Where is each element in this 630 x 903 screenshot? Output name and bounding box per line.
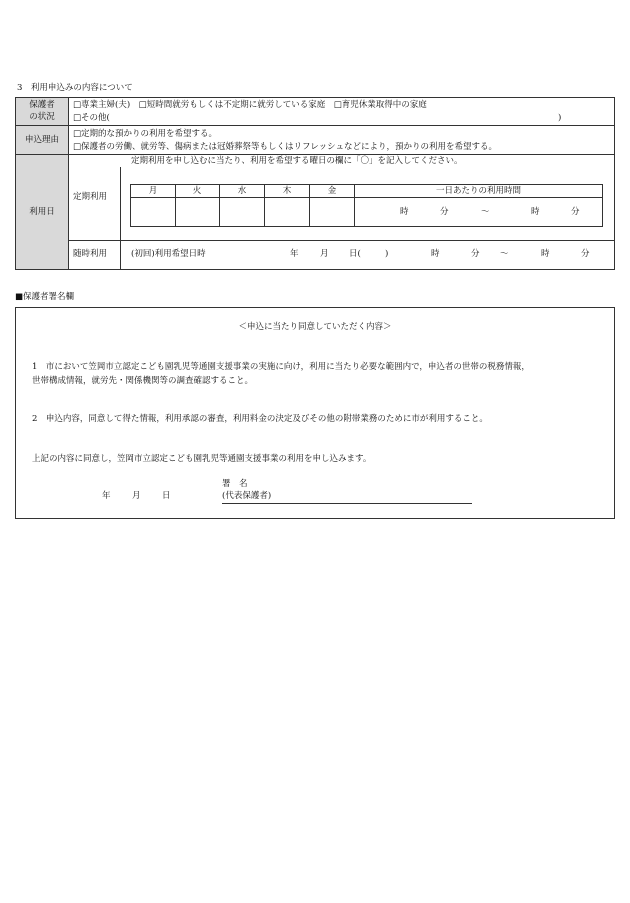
row-divider — [15, 154, 615, 155]
box-left-border — [15, 307, 16, 519]
hours-per-day-header: 一日あたりの利用時間 — [435, 186, 521, 196]
usage-day-instruction: 定期利用を申し込むに当たり、利用を希望する曜日の欄に「〇」を記入してください。 — [131, 156, 463, 166]
time-range-tilde: ～ — [481, 207, 490, 217]
start-hour-unit: 時 — [400, 207, 409, 217]
adhoc-start-minute-unit: 分 — [471, 249, 480, 259]
sign-day-unit: 日 — [162, 491, 171, 501]
weekday-header-tue: 火 — [192, 186, 202, 196]
adhoc-start-hour-unit: 時 — [431, 249, 440, 259]
grid-line — [602, 184, 603, 227]
adhoc-use-label: 随時利用 — [73, 249, 108, 259]
adhoc-year-unit: 年 — [290, 249, 299, 259]
row-divider — [68, 240, 615, 241]
table-right-border — [614, 97, 615, 270]
weekday-cell-fri[interactable] — [310, 198, 354, 226]
guardian-status-label-2: の状況 — [29, 112, 55, 122]
consent-item-1-line-1: 1 市において笠岡市立認定こども園乳児等通園支援事業の実施に向け，利用に当たり必要な範囲内で，申込者の世帯の税務情報， — [32, 362, 530, 372]
signature-line[interactable] — [222, 503, 472, 504]
reason-option-regular[interactable]: □定期的な預かりの利用を希望する。 — [73, 129, 218, 139]
table-bottom-border — [15, 269, 615, 270]
signature-label: 署 名 — [222, 479, 248, 489]
label-column-divider — [68, 97, 69, 270]
representative-guardian-label: (代表保護者) — [222, 491, 272, 501]
guardian-status-other-option[interactable]: □その他( — [73, 113, 110, 123]
box-top-border — [15, 307, 615, 308]
box-right-border — [614, 307, 615, 519]
adhoc-weekday-close: ) — [385, 249, 389, 259]
adhoc-month-unit: 月 — [320, 249, 329, 259]
weekday-cell-tue[interactable] — [176, 198, 219, 226]
consent-title: ＜申込に当たり同意していただく内容＞ — [238, 322, 392, 332]
row-divider — [15, 125, 615, 126]
consent-item-2: 2 申込内容，同意して得た情報，利用承認の審査，利用料金の決定及びその他の附帯業務のために市が利用すること。 — [32, 414, 488, 424]
weekday-header-mon: 月 — [148, 186, 158, 196]
guardian-status-options[interactable]: □専業主婦(夫) □短時間就労もしくは不定期に就労している家庭 □育児休業取得中の家庭 — [73, 100, 427, 110]
grid-line — [130, 226, 603, 227]
weekday-cell-wed[interactable] — [220, 198, 264, 226]
weekday-cell-thu[interactable] — [265, 198, 309, 226]
sign-month-unit: 月 — [132, 491, 141, 501]
reason-option-temporary[interactable]: □保護者の労働、就労等、傷病または冠婚葬祭等もしくはリフレッシュなどにより，預かりの利用を希望する。 — [73, 142, 497, 152]
adhoc-end-hour-unit: 時 — [541, 249, 550, 259]
regular-use-label: 定期利用 — [73, 192, 108, 202]
grid-line — [354, 197, 603, 198]
box-bottom-border — [15, 518, 615, 519]
consent-item-1-line-2: 世帯構成情報，就労先・関係機関等の調査確認すること。 — [32, 376, 254, 386]
other-close-paren: ) — [558, 113, 562, 123]
adhoc-first-date-label: (初回)利用希望日時 — [131, 249, 206, 259]
end-hour-unit: 時 — [531, 207, 540, 217]
guardian-status-label-1: 保護者 — [29, 100, 55, 110]
agreement-statement: 上記の内容に同意し，笠岡市立認定こども園乳児等通園支援事業の利用を申し込みます。 — [32, 454, 372, 464]
section-heading: 3 利用申込みの内容について — [17, 83, 133, 93]
start-minute-unit: 分 — [440, 207, 449, 217]
weekday-header-thu: 木 — [282, 186, 292, 196]
weekday-header-wed: 水 — [237, 186, 247, 196]
weekday-header-fri: 金 — [327, 186, 337, 196]
adhoc-end-minute-unit: 分 — [581, 249, 590, 259]
adhoc-day-unit: 日( — [349, 249, 361, 259]
weekday-cell-mon[interactable] — [131, 198, 175, 226]
sign-year-unit: 年 — [102, 491, 111, 501]
end-minute-unit: 分 — [571, 207, 580, 217]
usage-day-label: 利用日 — [29, 207, 55, 217]
sublabel-column-divider — [120, 167, 121, 269]
adhoc-time-tilde: ～ — [500, 249, 509, 259]
table-top-border — [15, 97, 615, 98]
signature-section-heading: ■保護者署名欄 — [15, 292, 75, 302]
reason-label: 申込理由 — [24, 135, 59, 145]
